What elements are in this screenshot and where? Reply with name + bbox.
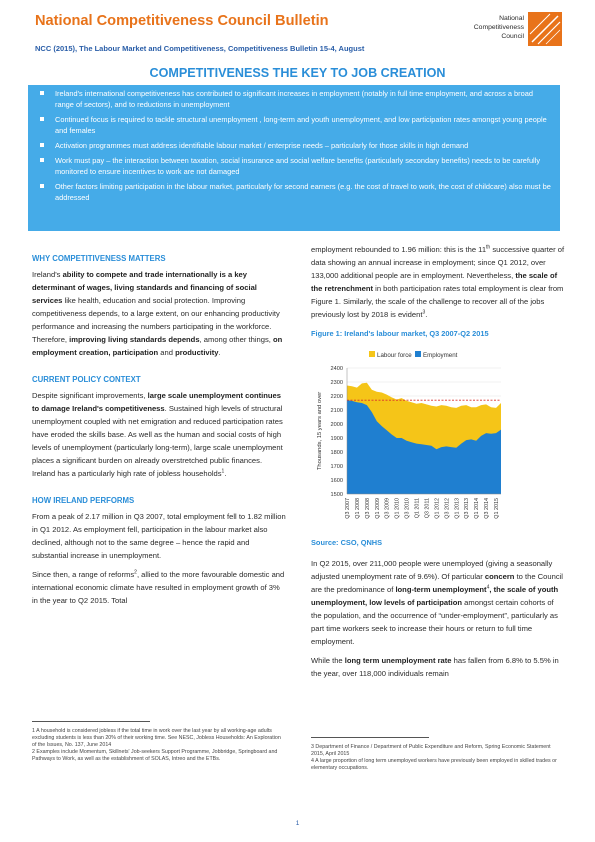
footnote-3: 3 Department of Finance / Department of Public Expenditure and Reform, Spring Economic Statement 2015, April 2015 — [311, 744, 551, 757]
x-tick-label: Q1 2008 — [354, 498, 361, 519]
paragraph-employment-rebound: employment rebounded to 1.96 million: this is the 11th successive quarter of data showing an annual increase in employment; since Q1 2012, over 133,000 additional people are in employment. Nevertheless, the scale of the retrenchment in both participation rates total employment is clear from Figure 1. Similarly, the scale of the challenge to recover all of the jobs previously lost by 2018 is evident$^3$. — [311, 244, 565, 319]
footnote-rule-right — [311, 737, 429, 738]
banner-heading: COMPETITIVENESS THE KEY TO JOB CREATION — [149, 66, 446, 80]
x-tick-label: Q1 2009 — [374, 498, 381, 519]
section-heading-performance: HOW IRELAND PERFORMS — [32, 496, 135, 505]
x-tick-label: Q1 2015 — [494, 498, 501, 519]
logo-mark-icon — [528, 12, 562, 46]
x-tick-label: Q3 2012 — [444, 498, 451, 519]
right-column — [311, 243, 565, 686]
paragraph-performance-1: From a peak of 2.17 million in Q3 2007, total employment fell to 1.82 million in Q1 2012. As employment fell, participation in the labour market also declined, although not to the same degree – hence the rapid and substantial increase in unemployment. — [32, 512, 286, 560]
section-heading-policy: CURRENT POLICY CONTEXT — [32, 375, 141, 384]
footnote-1: 1 A household is considered jobless if the total time in work over the last year by all working-age adults excluding students is less than 20% of their working time. See NESC, Jobless Households: An Exploration of the Issues, No. 137, June 2014 — [32, 728, 281, 748]
footnotes-right — [311, 744, 565, 772]
y-tick-label: 2300 — [330, 380, 343, 386]
key-point — [38, 140, 552, 151]
bullet-icon — [40, 184, 44, 188]
paragraph-unemployment: In Q2 2015, over 211,000 people were unemployed (giving a seasonally adjusted unemployment rate of 9.6%). Of particular concern to the Council are the predominance of long-term unemployment$^4$, the scale of youth unemployment, low levels of participation amongst certain cohorts of the population, and the occurrence of “under-employment”, particularly as part time workers seek to increase their hours or return to full time employment. — [311, 559, 563, 646]
x-tick-label: Q3 2013 — [464, 498, 471, 519]
footnote-4: 4 A large proportion of long term unemployed workers have previously been employed in skilled trades or elementary occupations. — [311, 758, 557, 771]
paragraph-performance-2: Since then, a range of reforms$^2$, allied to the more favourable domestic and international economic climate have resulted in employment growth of 3% in the year to Q2 2015. Total — [32, 569, 285, 605]
bulletin-citation: NCC (2015), The Labour Market and Competitiveness, Competitiveness Bulletin 15-4, August — [35, 44, 365, 53]
paragraph-long-term: While the long term unemployment rate has fallen from 6.8% to 5.5% in the year, over 118,000 individuals remain — [311, 656, 559, 678]
y-tick-label: 1800 — [330, 450, 343, 456]
x-tick-label: Q1 2013 — [454, 498, 461, 519]
footnote-rule-left — [32, 721, 150, 722]
y-tick-label: 2400 — [330, 366, 343, 372]
x-tick-label: Q3 2008 — [364, 498, 371, 519]
key-point — [38, 155, 552, 177]
key-point-text: Continued focus is required to tackle structural unemployment , long-term and youth unemployment, and low participation rates amongst young people and females — [55, 115, 547, 135]
x-tick-label: Q3 2009 — [384, 498, 391, 519]
key-point-text: Activation programmes must address identifiable labour market / enterprise needs – particularly for those skills in high demand — [55, 141, 469, 150]
paragraph-why: Ireland's ability to compete and trade internationally is a key determinant of wages, living standards and financing of social services like health, education and social protection. Improving competitiveness depends, to a large extent, on our enhancing productivity performance and increasing the numbers participating in the workforce. Therefore, improving living standards depends, among other things, on employment creation, participation and productivity. — [32, 270, 283, 357]
logo-text — [462, 14, 524, 41]
page-number: 1 — [295, 820, 300, 827]
logo-line-3: Council — [501, 33, 524, 40]
key-point-text: Other factors limiting participation in the labour market, particularly for second earners (e.g. the cost of travel to work, the cost of childcare) also must be addressed — [55, 182, 551, 202]
y-tick-label: 1900 — [330, 436, 343, 442]
bullet-icon — [40, 143, 44, 147]
key-point-text: Ireland's international competitiveness has contributed to significant increases in employment (notably in full time employment, and across a broad range of sectors), and to reductions in unemployment — [55, 89, 533, 109]
y-tick-label: 2000 — [330, 422, 343, 428]
x-tick-label: Q3 2007 — [345, 498, 351, 519]
ncc-logo — [462, 12, 562, 54]
x-tick-label: Q1 2012 — [434, 498, 441, 519]
x-tick-label: Q1 2014 — [474, 498, 481, 519]
legend-swatch-employment — [415, 351, 421, 357]
x-tick-label: Q3 2011 — [424, 498, 431, 519]
x-tick-label: Q3 2010 — [404, 498, 411, 519]
logo-line-2: Competitiveness — [473, 24, 524, 31]
y-tick-label: 1500 — [330, 492, 343, 498]
chart-svg — [311, 342, 565, 536]
bulletin-title: National Competitiveness Council Bulletin — [35, 13, 329, 29]
key-point — [38, 181, 552, 203]
key-points-box — [28, 85, 560, 231]
y-tick-label: 1600 — [330, 478, 343, 484]
labour-market-chart — [311, 342, 565, 536]
paragraph-policy: Despite significant improvements, large scale unemployment continues to damage Ireland's competitiveness. Sustained high levels of structural unemployment coupled with net emigration and reduced participation rates have eroded the skills base. As well as the human and social costs of high levels of unemployment (particularly long-term), large scale unemployment places a significant burden on already overstretched public finances. Ireland has a particularly high rate of jobless households$^1$. — [32, 391, 283, 478]
x-tick-label: Q3 2014 — [484, 498, 491, 519]
figure-title: Figure 1: Ireland's labour market, Q3 2007-Q2 2015 — [311, 329, 489, 338]
figure-source: Source: CSO, QNHS — [311, 538, 383, 547]
key-point — [38, 114, 552, 136]
x-tick-label: Q1 2011 — [414, 498, 421, 519]
y-axis-label: Thousands, 15 years and over — [317, 391, 323, 471]
footnote-2: 2 Examples include Momentum, Skillnets' Job-seekers Support Programme, Jobbridge, Springboard and Pathways to Work, as well as the establishment of SOLAS, Intreo and the ETBs. — [32, 749, 278, 762]
y-tick-label: 1700 — [330, 464, 343, 470]
y-tick-label: 2100 — [330, 408, 343, 414]
x-tick-label: Q1 2010 — [394, 498, 401, 519]
left-column — [32, 252, 286, 613]
bullet-icon — [40, 91, 44, 95]
section-heading-why: WHY COMPETITIVENESS MATTERS — [32, 254, 166, 263]
legend-label-labour-force: Labour force — [377, 352, 412, 359]
legend-swatch-labour-force — [369, 351, 375, 357]
y-tick-label: 2200 — [330, 394, 343, 400]
key-point-text: Work must pay – the interaction between taxation, social insurance and social welfare benefits (particularly secondary benefits) needs to be carefully monitored to ensure incentives to work are not damaged — [55, 156, 541, 176]
logo-line-1: National — [499, 15, 524, 22]
footnotes-left — [32, 728, 282, 763]
key-point — [38, 88, 552, 110]
legend-label-employment: Employment — [423, 352, 458, 359]
bullet-icon — [40, 158, 44, 162]
bullet-icon — [40, 117, 44, 121]
